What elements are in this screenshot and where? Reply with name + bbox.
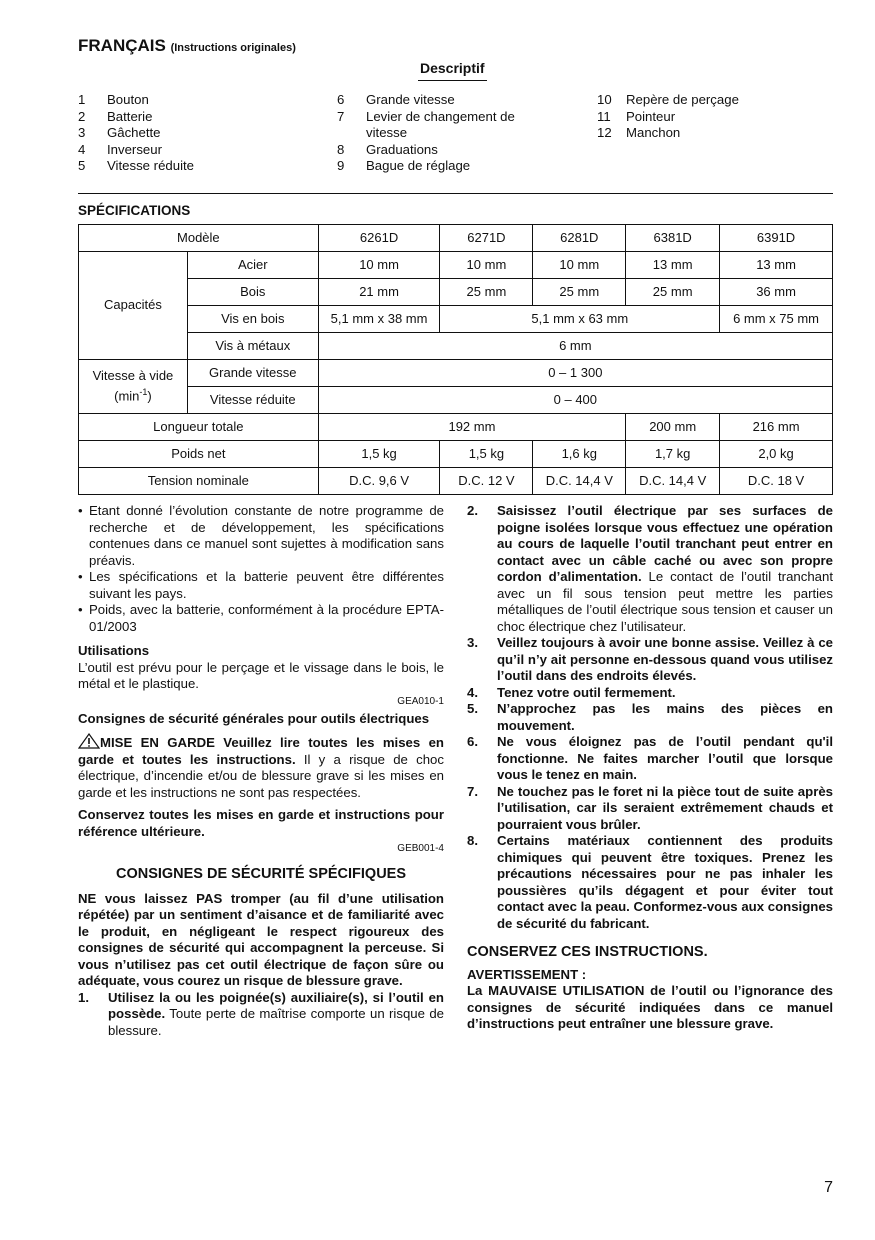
table-cell: 1,6 kg — [533, 441, 626, 468]
item-bold: Veillez toujours à avoir une bonne assise. Veillez à ce qu’il n’y ait personne en-dessous quand vous utilisez l’outil dans des endroits élevés. — [497, 635, 833, 683]
table-cell: 10 mm — [318, 252, 440, 279]
bullet-item — [78, 602, 444, 635]
table-row — [79, 468, 833, 495]
keep-instructions: Conservez toutes les mises en garde et instructions pour référence ultérieure. — [78, 807, 444, 839]
bullet-icon: • — [78, 569, 83, 584]
header-subtitle: (Instructions originales) — [170, 42, 296, 54]
table-cell: Poids net — [79, 441, 319, 468]
table-row — [79, 360, 833, 387]
table-cell: 25 mm — [533, 279, 626, 306]
speed-unit-close: ) — [147, 388, 152, 404]
table-cell: 6 mm x 75 mm — [720, 306, 833, 333]
item-label: Levier de changement de vitesse — [366, 108, 515, 140]
table-cell: 6 mm — [318, 333, 832, 360]
item-label: Grande vitesse — [366, 92, 455, 107]
table-row — [79, 333, 833, 360]
section-divider — [78, 193, 833, 194]
page-header — [78, 38, 296, 57]
table-cell: 0 – 1 300 — [318, 360, 832, 387]
descriptif-title: Descriptif — [418, 60, 487, 81]
bullet-icon: • — [78, 503, 83, 518]
table-cell: 10 mm — [440, 252, 533, 279]
table-cell: Capacités — [79, 252, 188, 360]
bullet-text: Etant donné l’évolution constante de notre programme de recherche et de développement, les spécifications contenues dans ce manuel sont sujettes à modification sans préavis. — [89, 503, 444, 568]
item-number: 3. — [467, 635, 478, 650]
bullet-item — [78, 503, 444, 569]
table-cell: D.C. 14,4 V — [533, 468, 626, 495]
right-column — [467, 503, 833, 1033]
table-cell: 6271D — [440, 225, 533, 252]
utilisations-text: L’outil est prévu pour le perçage et le vissage dans le bois, le métal et le plastique. — [78, 659, 444, 691]
numbered-item — [467, 503, 833, 635]
avertissement-title: AVERTISSEMENT : — [467, 966, 587, 982]
item-label: Manchon — [626, 125, 681, 140]
list-item — [597, 92, 739, 109]
warning-triangle-icon — [78, 733, 100, 749]
table-cell: 1,5 kg — [318, 441, 440, 468]
page-number: 7 — [824, 1179, 833, 1196]
item-number: 6 — [337, 92, 345, 107]
table-cell: 13 mm — [626, 252, 720, 279]
item-bold: N’approchez pas les mains des pièces en mouvement. — [497, 701, 833, 733]
bullet-item — [78, 569, 444, 602]
table-cell — [79, 360, 188, 414]
list-item — [597, 109, 739, 126]
numbered-item — [467, 635, 833, 685]
avertissement-text: La MAUVAISE UTILISATION de l’outil ou l’ignorance des consignes de sécurité indiquées dans ce manuel d’instructions peut entraîner une blessure grave. — [467, 983, 833, 1031]
table-row — [79, 441, 833, 468]
table-row — [79, 387, 833, 414]
numbered-item — [467, 701, 833, 734]
numbered-item — [78, 990, 444, 1040]
table-cell: 6281D — [533, 225, 626, 252]
table-cell: 13 mm — [720, 252, 833, 279]
specific-intro: NE vous laissez PAS tromper (au fil d’une utilisation répétée) par un sentiment d’aisance et de familiarité avec le produit, en négligeant le respect rigoureux des consignes de sécurité qui accompagnent la perceuse. Si vous n’utilisez pas cet outil électrique de façon sûre ou adéquate, vous courez un risque de blessure grave. — [78, 890, 444, 988]
list-item — [78, 92, 194, 109]
table-cell: 6391D — [720, 225, 833, 252]
list-item — [337, 158, 537, 175]
general-safety-title: Consignes de sécurité générales pour outils électriques — [78, 710, 430, 726]
speed-unit: (min — [114, 388, 140, 404]
table-cell: D.C. 12 V — [440, 468, 533, 495]
item-number: 5 — [78, 158, 86, 173]
table-cell: 36 mm — [720, 279, 833, 306]
item-number: 8. — [467, 833, 478, 848]
table-cell: 10 mm — [533, 252, 626, 279]
descriptif-col-3 — [597, 92, 739, 142]
table-cell: Modèle — [79, 225, 319, 252]
list-item — [337, 142, 537, 159]
bullet-text: Poids, avec la batterie, conformément à la procédure EPTA-01/2003 — [89, 602, 444, 634]
bullet-text: Les spécifications et la batterie peuvent être différentes suivant les pays. — [89, 569, 444, 601]
item-text: Toute perte de maîtrise comporte un risque de blessure. — [108, 1006, 444, 1038]
item-label: Vitesse réduite — [107, 158, 194, 173]
language-title: FRANÇAIS — [78, 36, 166, 55]
item-number: 8 — [337, 141, 345, 157]
item-number: 6. — [467, 734, 478, 749]
list-item — [337, 109, 537, 142]
item-number: 7. — [467, 783, 478, 799]
table-cell: D.C. 18 V — [720, 468, 833, 495]
table-row — [79, 225, 833, 252]
numbered-item — [467, 685, 833, 702]
item-bold: Saisissez l’outil électrique par ses surfaces de poigne isolées lorsque vous effectuez une opération au cours de laquelle l’outil tranchant peut entrer en contact avec un câble caché ou avec son propre cordon d’alimentation. — [497, 503, 833, 584]
item-number: 11 — [597, 108, 611, 124]
warning-paragraph — [78, 733, 444, 801]
specific-safety-title: CONSIGNES DE SÉCURITÉ SPÉCIFIQUES — [115, 866, 407, 882]
list-item — [78, 158, 194, 175]
item-number: 3 — [78, 125, 86, 140]
keep-instructions-title: CONSERVEZ CES INSTRUCTIONS. — [467, 944, 708, 960]
item-label: Graduations — [366, 141, 438, 157]
item-label: Pointeur — [626, 108, 676, 124]
table-cell: 200 mm — [626, 414, 720, 441]
table-cell: 0 – 400 — [318, 387, 832, 414]
table-row — [79, 279, 833, 306]
table-cell: 192 mm — [318, 414, 626, 441]
table-cell: Vis à métaux — [187, 333, 318, 360]
table-cell: 2,0 kg — [720, 441, 833, 468]
speed-label: Vitesse à vide — [92, 367, 174, 383]
list-item — [78, 109, 194, 126]
numbered-item — [467, 833, 833, 932]
item-number: 4 — [78, 141, 86, 157]
table-cell: 1,5 kg — [440, 441, 533, 468]
item-number: 7 — [337, 108, 345, 124]
warning-text: Il y a risque de choc électrique, d’incendie et/ou de blessure grave si les mises en garde et les instructions ne sont pas respectées. — [78, 751, 444, 800]
left-column — [78, 503, 444, 1039]
table-row — [79, 414, 833, 441]
table-cell: Vis en bois — [187, 306, 318, 333]
item-number: 1. — [78, 989, 89, 1005]
item-number: 4. — [467, 684, 478, 700]
specs-title: SPÉCIFICATIONS — [78, 203, 191, 218]
speed-unit-exponent: -1 — [139, 387, 148, 398]
item-label: Batterie — [107, 108, 153, 124]
list-item — [337, 92, 537, 109]
item-bold: Ne touchez pas le foret ni la pièce tout de suite après l’utilisation, car ils seraient extrêmement chauds et pourraient vous brûler. — [497, 783, 833, 832]
item-text: Le contact de l’outil tranchant avec un fil sous tension peut mettre les parties métalliques de l’outil électrique sous tension et causer un choc électrique chez l’utilisateur. — [497, 569, 833, 634]
item-number: 5. — [467, 701, 478, 716]
utilisations-title: Utilisations — [78, 643, 150, 658]
descriptif-col-2 — [337, 92, 537, 175]
list-item — [597, 125, 739, 142]
table-cell: Acier — [187, 252, 318, 279]
item-bold: Tenez votre outil fermement. — [497, 684, 676, 700]
table-row — [79, 306, 833, 333]
table-cell: 25 mm — [440, 279, 533, 306]
item-label: Bague de réglage — [366, 158, 471, 173]
item-label: Gâchette — [107, 125, 161, 140]
table-cell: 6261D — [318, 225, 440, 252]
item-label: Inverseur — [107, 141, 162, 157]
item-label: Repère de perçage — [626, 92, 739, 107]
item-number: 9 — [337, 158, 345, 173]
table-cell: 21 mm — [318, 279, 440, 306]
specs-table — [78, 224, 833, 495]
table-cell: 25 mm — [626, 279, 720, 306]
table-cell: Bois — [187, 279, 318, 306]
list-item — [78, 125, 194, 142]
table-cell: Grande vitesse — [187, 360, 318, 387]
numbered-item — [467, 784, 833, 834]
descriptif-col-1 — [78, 92, 194, 175]
item-number: 2. — [467, 503, 478, 518]
ref-code: GEA010-1 — [397, 695, 444, 707]
ref-code: GEB001-4 — [397, 843, 444, 854]
table-cell: 216 mm — [720, 414, 833, 441]
item-number: 1 — [78, 92, 86, 107]
item-number: 2 — [78, 108, 86, 124]
table-cell: Vitesse réduite — [187, 387, 318, 414]
table-row — [79, 252, 833, 279]
table-cell: D.C. 14,4 V — [626, 468, 720, 495]
item-bold: Utilisez la ou les poignée(s) auxiliaire(s), si l’outil en possède. — [108, 989, 444, 1021]
warning-bold: MISE EN GARDE Veuillez lire toutes les mises en garde et toutes les instructions. — [78, 735, 444, 767]
list-item — [78, 142, 194, 159]
item-bold: Certains matériaux contiennent des produits chimiques qui peuvent être toxiques. Prenez les précautions nécessaires pour ne pas inhaler les poussières qu’ils dégagent et pour éviter tout contact avec la peau. Conformez-vous aux consignes de sécurité du fabricant. — [497, 833, 833, 931]
bullet-icon: • — [78, 602, 83, 617]
item-number: 10 — [597, 92, 612, 107]
table-cell: 5,1 mm x 63 mm — [440, 306, 720, 333]
table-cell: 1,7 kg — [626, 441, 720, 468]
table-cell: Longueur totale — [79, 414, 319, 441]
table-cell: 6381D — [626, 225, 720, 252]
table-cell: D.C. 9,6 V — [318, 468, 440, 495]
table-cell: 5,1 mm x 38 mm — [318, 306, 440, 333]
table-cell: Tension nominale — [79, 468, 319, 495]
numbered-item — [467, 734, 833, 784]
item-label: Bouton — [107, 92, 149, 107]
item-bold: Ne vous éloignez pas de l’outil pendant qu'il fonctionne. Ne faites marcher l’outil que lorsque vous le tenez en main. — [497, 734, 833, 782]
item-number: 12 — [597, 125, 612, 140]
